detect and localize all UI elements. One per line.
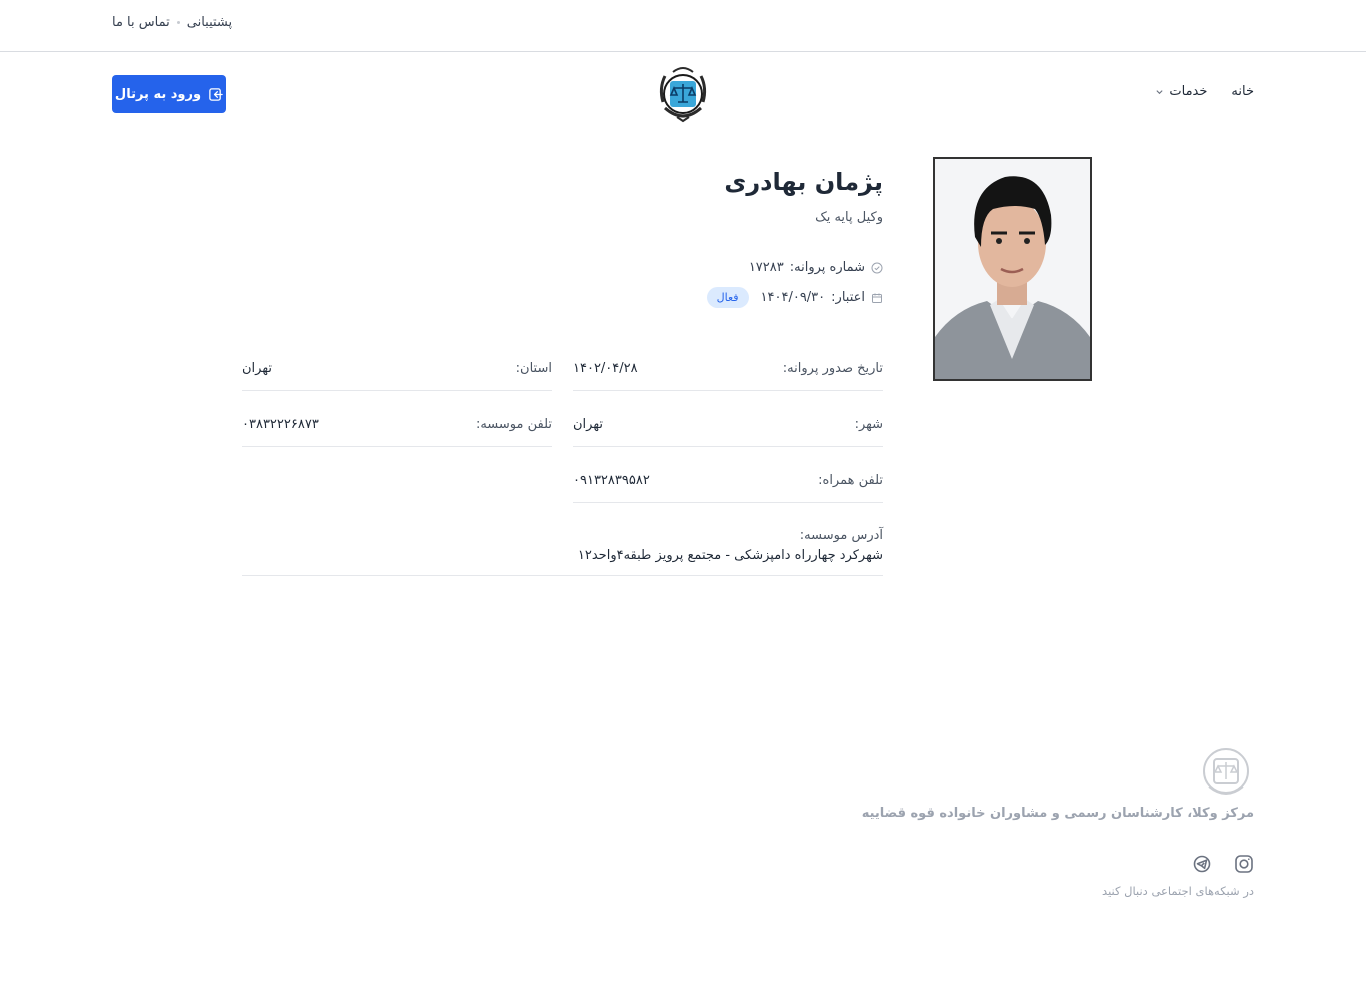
city-value: تهران: [573, 417, 603, 432]
license-label: شماره پروانه:: [789, 260, 865, 275]
mobile-value: ۰۹۱۳۲۸۳۹۵۸۲: [573, 473, 650, 488]
check-circle-icon: [871, 262, 883, 274]
city-field: [573, 415, 883, 447]
portrait-illustration: [935, 159, 1090, 379]
support-link[interactable]: پشتیبانی: [186, 15, 233, 30]
institute-phone-label: تلفن موسسه:: [475, 417, 552, 432]
chevron-down-icon: [1155, 87, 1164, 96]
address-field: [242, 528, 883, 576]
mobile-field: [573, 471, 883, 503]
nav-home[interactable]: خانه: [1231, 84, 1254, 99]
footer-logo: [1199, 743, 1253, 799]
judiciary-logo[interactable]: [653, 62, 713, 124]
status-badge: فعال: [707, 287, 749, 308]
mobile-label: تلفن همراه:: [818, 473, 883, 488]
issue-date-value: ۱۴۰۲/۰۴/۲۸: [573, 361, 638, 376]
login-icon: [208, 87, 223, 102]
top-bar: [0, 0, 1366, 52]
issue-date-field: [573, 359, 883, 391]
main-header: [0, 52, 1366, 136]
social-follow-text: در شبکه‌های اجتماعی دنبال کنید: [1102, 884, 1254, 898]
nav-services-label: خدمات: [1169, 84, 1208, 99]
validity-row: [707, 287, 883, 308]
nav-services[interactable]: [1155, 84, 1207, 99]
province-label: استان:: [515, 361, 552, 376]
social-links: [1192, 854, 1254, 874]
validity-label: اعتبار:: [831, 290, 865, 305]
top-links: [112, 15, 232, 30]
province-field: [242, 359, 552, 391]
lawyer-name: پژمان بهادری: [724, 168, 883, 196]
main-nav: [1155, 84, 1254, 99]
contact-link[interactable]: تماس با ما: [112, 15, 170, 30]
portal-login-button[interactable]: [112, 75, 226, 113]
address-label: آدرس موسسه:: [799, 528, 883, 543]
lawyer-photo: [933, 157, 1092, 381]
validity-date: ۱۴۰۴/۰۹/۳۰: [760, 290, 826, 305]
city-label: شهر:: [854, 417, 883, 432]
license-number: ۱۷۲۸۳: [748, 260, 784, 275]
separator-dot: [177, 21, 180, 24]
province-value: تهران: [242, 361, 272, 376]
license-row: [749, 260, 883, 275]
login-button-label: ورود به پرتال: [114, 86, 202, 102]
issue-date-label: تاریخ صدور پروانه:: [782, 361, 883, 376]
lawyer-rank: وکیل پایه یک: [815, 210, 883, 225]
calendar-icon: [871, 292, 883, 304]
instagram-icon[interactable]: [1234, 854, 1254, 874]
telegram-icon[interactable]: [1192, 854, 1212, 874]
footer-title: مرکز وکلا، کارشناسان رسمی و مشاوران خانواده قوه قضاییه: [861, 806, 1254, 821]
address-value: شهرکرد چهارراه دامپزشکی - مجتمع پرویز طبقه۴واحد۱۲: [577, 548, 883, 563]
institute-phone-value: ۰۳۸۳۲۲۲۶۸۷۳: [242, 417, 319, 432]
institute-phone-field: [242, 415, 552, 447]
